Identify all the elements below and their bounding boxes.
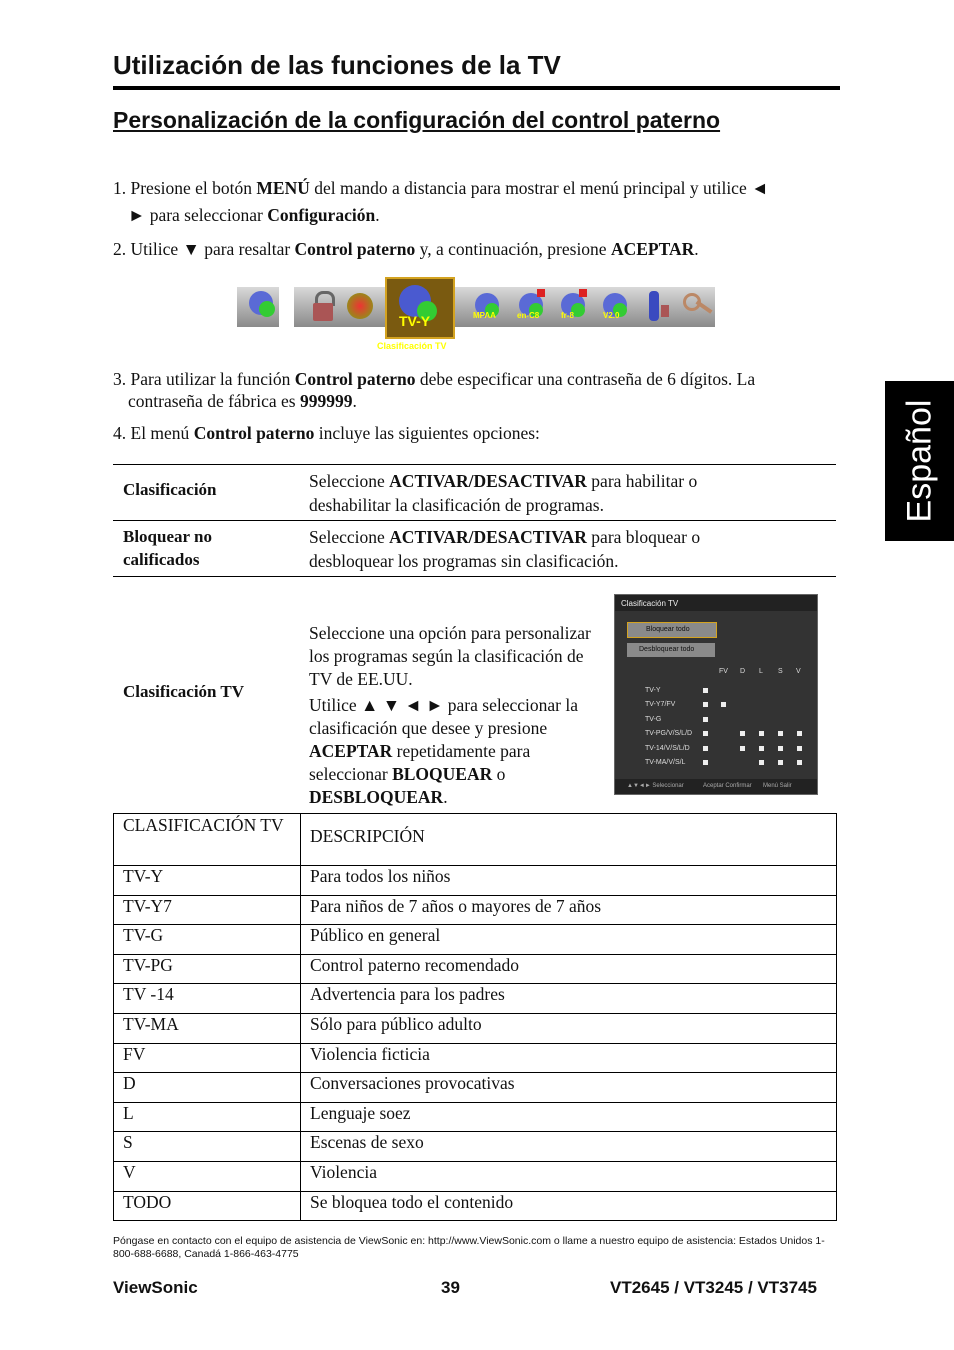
table-cell-desc: Conversaciones provocativas <box>301 1073 837 1103</box>
globe-icon <box>343 289 379 325</box>
table-cell-rating: TV-MA <box>114 1013 301 1043</box>
option-label: Clasificación TV <box>123 682 245 701</box>
step-3-parental: Control paterno <box>294 369 416 389</box>
osd-checkbox[interactable] <box>759 731 764 736</box>
table-header-cell: CLASIFICACIÓN TV <box>114 814 301 866</box>
osd-checkbox[interactable] <box>759 746 764 751</box>
option-desc-text-3: o <box>492 764 506 784</box>
page-title: Utilización de las funciones de la TV <box>113 50 561 80</box>
osd-lock-all-label: Bloquear todo <box>646 626 690 633</box>
osd-col-s: S <box>778 668 783 675</box>
option-label <box>123 525 212 571</box>
option-desc-p2 <box>309 694 594 809</box>
option-label-line-2: calificados <box>123 550 200 569</box>
option-desc-bold-3: DESBLOQUEAR <box>309 787 444 807</box>
osd-checkbox[interactable] <box>797 731 802 736</box>
footer-brand: ViewSonic <box>113 1278 198 1297</box>
lock-icon <box>305 289 341 325</box>
icon-label-mpaa: MPAA <box>473 311 496 320</box>
table-header-row <box>114 814 837 866</box>
table-row <box>114 866 837 896</box>
table-cell-desc: Lenguaje soez <box>301 1102 837 1132</box>
osd-checkbox[interactable] <box>703 731 708 736</box>
option-desc-text-3: deshabilitar la clasificación de programas. <box>309 495 604 515</box>
osd-row-tvy7: TV-Y7/FV <box>645 701 676 708</box>
table-cell-desc: Advertencia para los padres <box>301 984 837 1014</box>
user-icon <box>245 289 281 325</box>
table-row <box>114 984 837 1014</box>
osd-hint-accept: Aceptar Confirmar <box>703 783 752 789</box>
osd-checkbox[interactable] <box>703 702 708 707</box>
mpaa-icon <box>469 289 505 325</box>
table-cell-rating: V <box>114 1161 301 1191</box>
option-label-line-1: Bloquear no <box>123 527 212 546</box>
option-desc-bold: ACEPTAR <box>309 741 393 761</box>
option-desc-text: Utilice ▲ ▼ ◄ ► para seleccionar la clasificación que desee y presione <box>309 695 578 738</box>
osd-checkbox[interactable] <box>778 760 783 765</box>
key-icon <box>681 289 717 325</box>
table-cell-desc: Violencia ficticia <box>301 1043 837 1073</box>
option-desc-bold: ACTIVAR/DESACTIVAR <box>389 471 587 491</box>
osd-title: Clasificación TV <box>621 599 679 608</box>
osd-unlock-all-label: Desbloquear todo <box>639 646 695 653</box>
option-desc-bold: ACTIVAR/DESACTIVAR <box>389 527 587 547</box>
selected-tile <box>385 277 455 339</box>
step-1 <box>113 175 838 201</box>
table-cell-desc: Público en general <box>301 925 837 955</box>
table-cell-desc: Violencia <box>301 1161 837 1191</box>
table-cell-desc: Escenas de sexo <box>301 1132 837 1162</box>
osd-row-tvpg: TV-PG/V/S/L/D <box>645 730 693 737</box>
footer-models: VT2645 / VT3245 / VT3745 <box>610 1278 817 1297</box>
step-2-accept: ACEPTAR <box>610 239 695 259</box>
step-2-text-2: y, a continuación, presione <box>415 239 611 259</box>
step-1-text-2: del mando a distancia para mostrar el menú principal y utilice ◄ <box>309 178 769 198</box>
step-3-text-2: debe especificar una contraseña de 6 dígitos. La <box>415 369 756 389</box>
table-cell-desc: Sólo para público adulto <box>301 1013 837 1043</box>
option-desc-text-2: para habilitar o <box>586 471 698 491</box>
table-cell-rating: TV -14 <box>114 984 301 1014</box>
table-cell-rating: TV-PG <box>114 954 301 984</box>
option-desc-p1: Seleccione una opción para personalizar los programas según la clasificación de TV de EE.UU. <box>309 623 591 689</box>
osd-row-tvy: TV-Y <box>645 687 661 694</box>
footer-page-number: 39 <box>441 1278 460 1297</box>
osd-row-tvma: TV-MA/V/S/L <box>645 759 686 766</box>
table-cell-desc: Se bloquea todo el contenido <box>301 1191 837 1221</box>
step-4-text-2: incluye las siguientes opciones: <box>314 423 540 443</box>
table-cell-rating: S <box>114 1132 301 1162</box>
step-3-text: 3. Para utilizar la función <box>113 369 295 389</box>
table-cell-desc: Control paterno recomendado <box>301 954 837 984</box>
step-3-end: . <box>352 391 357 411</box>
option-row-rating <box>113 464 836 521</box>
option-row-block-unrated <box>113 520 836 577</box>
step-1-text: 1. Presione el botón <box>113 178 257 198</box>
table-cell-rating: TODO <box>114 1191 301 1221</box>
step-1-line-2 <box>128 202 853 228</box>
icon-label-fr: fr-8 <box>561 311 574 320</box>
table-row <box>114 1161 837 1191</box>
canada-fr-icon <box>555 289 591 325</box>
option-desc-text: Seleccione <box>309 471 390 491</box>
osd-checkbox[interactable] <box>797 760 802 765</box>
tv-rating-osd-screenshot <box>614 594 818 795</box>
osd-checkbox[interactable] <box>778 746 783 751</box>
osd-checkbox[interactable] <box>740 746 745 751</box>
table-cell-rating: FV <box>114 1043 301 1073</box>
table-cell-rating: L <box>114 1102 301 1132</box>
language-tab-label: Español <box>900 399 938 523</box>
support-footnote: Póngase en contacto con el equipo de asistencia de ViewSonic en: http://www.ViewSonic.com o llame a nuestro equipo de asistencia: Estados Unidos 1-800-688-6688, Canadá 1-866-463-4775 <box>113 1235 825 1260</box>
title-rule <box>113 86 840 90</box>
canada-en-icon <box>513 289 549 325</box>
step-2-text: 2. Utilice ▼ para resaltar <box>113 239 295 259</box>
step-4-text: 4. El menú <box>113 423 194 443</box>
option-desc-text-2: para bloquear o <box>586 527 701 547</box>
table-cell-rating: TV-G <box>114 925 301 955</box>
language-tab <box>885 381 954 541</box>
option-desc <box>309 525 779 573</box>
osd-checkbox[interactable] <box>703 717 708 722</box>
menu-caption: Clasificación TV <box>377 341 447 351</box>
osd-row-tvg: TV-G <box>645 716 662 723</box>
osd-checkbox[interactable] <box>703 688 708 693</box>
step-4 <box>113 420 838 446</box>
vchip-icon <box>597 289 633 325</box>
osd-checkbox[interactable] <box>797 746 802 751</box>
table-cell-rating: D <box>114 1073 301 1103</box>
step-1-end: . <box>375 205 380 225</box>
osd-col-l: L <box>759 668 763 675</box>
option-desc <box>309 469 779 517</box>
osd-row-tv14: TV-14/V/S/L/D <box>645 745 690 752</box>
step-3-text-3: contraseña de fábrica es <box>128 391 300 411</box>
remote-lock-icon <box>641 289 677 325</box>
option-desc-text: Seleccione <box>309 527 390 547</box>
option-desc-bold-2: BLOQUEAR <box>392 764 493 784</box>
icon-label-v2: V2.0 <box>603 311 620 320</box>
osd-checkbox[interactable] <box>740 731 745 736</box>
osd-lock-all-button[interactable] <box>627 622 717 638</box>
option-desc-text-2: repetidamente para seleccionar <box>309 741 531 784</box>
rating-table <box>113 813 837 1221</box>
table-row <box>114 1102 837 1132</box>
osd-hint-select: ▲▼◄► Seleccionar <box>627 783 684 789</box>
step-2-parental: Control paterno <box>294 239 416 259</box>
step-3-line-2 <box>128 388 853 414</box>
step-1-config: Configuración <box>267 205 376 225</box>
osd-col-d: D <box>740 668 746 675</box>
osd-unlock-all-button[interactable] <box>627 643 715 657</box>
option-desc-text-3: desbloquear los programas sin clasificación. <box>309 551 619 571</box>
step-1-text-3: ► para seleccionar <box>128 205 268 225</box>
section-title: Personalización de la configuración del control paterno <box>113 107 721 133</box>
table-row <box>114 1191 837 1221</box>
osd-checkbox[interactable] <box>721 702 726 707</box>
table-cell-desc: Para niños de 7 años o mayores de 7 años <box>301 895 837 925</box>
osd-col-v: V <box>796 668 801 675</box>
step-3-password: 999999 <box>299 391 353 411</box>
table-cell-desc: Para todos los niños <box>301 866 837 896</box>
table-row <box>114 1073 837 1103</box>
osd-checkbox[interactable] <box>703 746 708 751</box>
osd-col-fv: FV <box>719 668 728 675</box>
option-label: Clasificación <box>123 480 217 499</box>
table-row <box>114 925 837 955</box>
step-2 <box>113 236 838 262</box>
icon-label-en: en-C8 <box>517 311 540 320</box>
osd-checkbox[interactable] <box>778 731 783 736</box>
table-row <box>114 1013 837 1043</box>
selected-tile-label: TV-Y <box>399 313 431 329</box>
table-row <box>114 895 837 925</box>
osd-checkbox[interactable] <box>759 760 764 765</box>
option-desc-text-4: . <box>443 787 448 807</box>
step-2-end: . <box>694 239 699 259</box>
table-header-cell: DESCRIPCIÓN <box>301 814 837 866</box>
table-cell-rating: TV-Y7 <box>114 895 301 925</box>
table-row <box>114 954 837 984</box>
osd-checkbox[interactable] <box>703 760 708 765</box>
osd-hint-menu: Menú Salir <box>763 783 792 789</box>
table-row <box>114 1132 837 1162</box>
table-row <box>114 1043 837 1073</box>
menu-strip <box>237 277 717 353</box>
step-4-parental: Control paterno <box>193 423 315 443</box>
step-1-menu: MENÚ <box>256 178 310 198</box>
table-cell-rating: TV-Y <box>114 866 301 896</box>
